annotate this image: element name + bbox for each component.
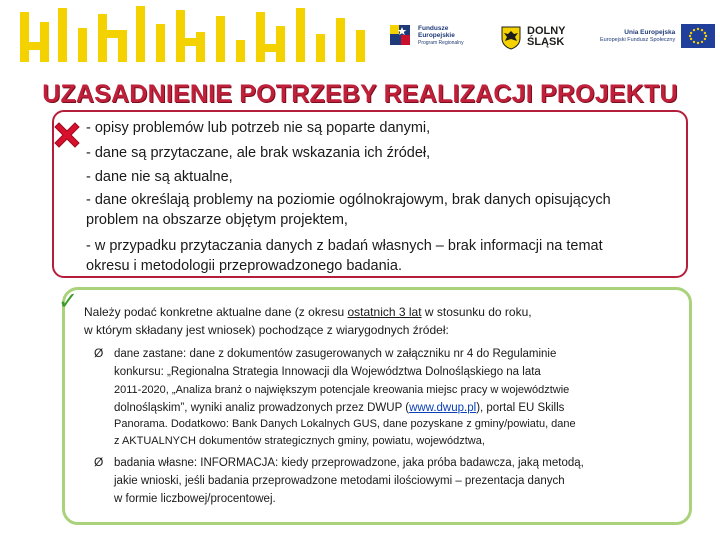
good-intro-line1 (84, 304, 532, 322)
bad-line: okresu i metodologii przeprowadzonego badania. (86, 258, 402, 274)
bad-line: - dane są przytaczane, ale brak wskazania ich źródeł, (86, 145, 431, 161)
good-intro-underlined: ostatnich 3 lat (347, 305, 422, 319)
decorative-block (118, 36, 127, 62)
decorative-block (256, 44, 285, 52)
decorative-block (356, 30, 365, 62)
decorative-block (296, 8, 305, 62)
header-bar (0, 0, 720, 78)
bullet1-line: 2011-2020, „Analiza branż o największym potencjale kreowania miejsc pracy w województwie (114, 384, 570, 396)
decorative-block (176, 38, 205, 46)
fe-line1: Fundusze (418, 24, 449, 32)
fe-line3: Program Regionalny (418, 39, 464, 46)
bullet1-line4-a: dolnośląskim”, wyniki analiz prowadzonych przez DWUP ( (114, 402, 410, 414)
decorative-block (196, 32, 205, 62)
bullet2-line: jakie wnioski, jeśli badania przeprowadzone metodami ilościowymi – prezentacja danych (114, 475, 565, 487)
bullet2-line: w formie liczbowej/procentowej. (114, 493, 276, 505)
bullet2-line: badania własne: INFORMACJA: kiedy przeprowadzone, jaka próba badawcza, jaką metodą, (114, 457, 584, 469)
bullet1-line: z AKTUALNYCH dokumentów strategicznych gminy, powiatu, województwa, (114, 435, 485, 447)
decorative-block (236, 40, 245, 62)
ds-line1: DOLNY (527, 25, 566, 37)
decorative-block (136, 6, 145, 62)
bad-line: - dane nie są aktualne, (86, 169, 233, 185)
bullet1-line: Panorama. Dodatkowo: Bank Danych Lokalnych GUS, dane pozyskane z gminy/powiatu, dane (114, 418, 576, 430)
fe-star-flag-icon (388, 22, 414, 48)
ds-line2: ŚLĄSK (527, 36, 565, 48)
eagle-crest-icon (500, 24, 522, 50)
decorative-block (156, 24, 165, 62)
good-intro-a: Należy podać konkretne aktualne dane (z okresu (84, 305, 348, 319)
bullet-marker: Ø (94, 455, 104, 469)
page-title: UZASADNIENIE POTRZEBY REALIZACJI PROJEKTU (42, 80, 678, 108)
bullet1-line4-b: ), portal EU Skills (476, 402, 565, 414)
decorative-block (78, 28, 87, 62)
fe-line2: Europejskie (418, 32, 455, 39)
ue-line2: Europejski Fundusz Społeczny (600, 36, 676, 43)
decorative-block (316, 34, 325, 62)
decorative-block (20, 12, 29, 62)
cross-icon (50, 118, 84, 152)
bullet1-line4 (114, 400, 564, 418)
unia-europejska-logo (596, 22, 719, 50)
dolny-slask-logo (496, 22, 570, 52)
decorative-block (336, 18, 345, 62)
good-intro-line2: w którym składany jest wniosek) pochodzące z wiarygodnych źródeł: (84, 323, 449, 337)
fundusze-europejskie-logo (384, 20, 468, 50)
bad-line: problem na obszarze objętym projektem, (86, 212, 348, 228)
eu-flag-icon (681, 24, 715, 48)
decorative-block (58, 8, 67, 62)
decorative-block (176, 10, 185, 62)
decorative-block (256, 12, 265, 62)
bad-line: - opisy problemów lub potrzeb nie są poparte danymi, (86, 120, 431, 136)
bullet-marker: Ø (94, 346, 104, 360)
bullet1-line: dane zastane: dane z dokumentów zasugerowanych w załączniku nr 4 do Regulaminie (114, 348, 557, 360)
ue-line1: Unia Europejska (624, 28, 676, 36)
good-intro-b: w stosunku do roku, (421, 305, 532, 319)
decorative-block (98, 14, 107, 62)
bullet1-line: konkursu: „Regionalna Strategia Innowacji dla Województwa Dolnośląskiego na lata (114, 366, 541, 378)
bad-line: - w przypadku przytaczania danych z badań własnych – brak informacji na temat (86, 238, 603, 254)
bad-line: - dane określają problemy na poziomie ogólnokrajowym, brak danych opisujących (86, 192, 611, 208)
decorative-block (20, 42, 49, 50)
decorative-block (216, 16, 225, 62)
checkmark-icon: ✓ (58, 288, 79, 315)
decorative-block (98, 30, 127, 38)
dwup-link[interactable]: www.dwup.pl (409, 402, 477, 414)
